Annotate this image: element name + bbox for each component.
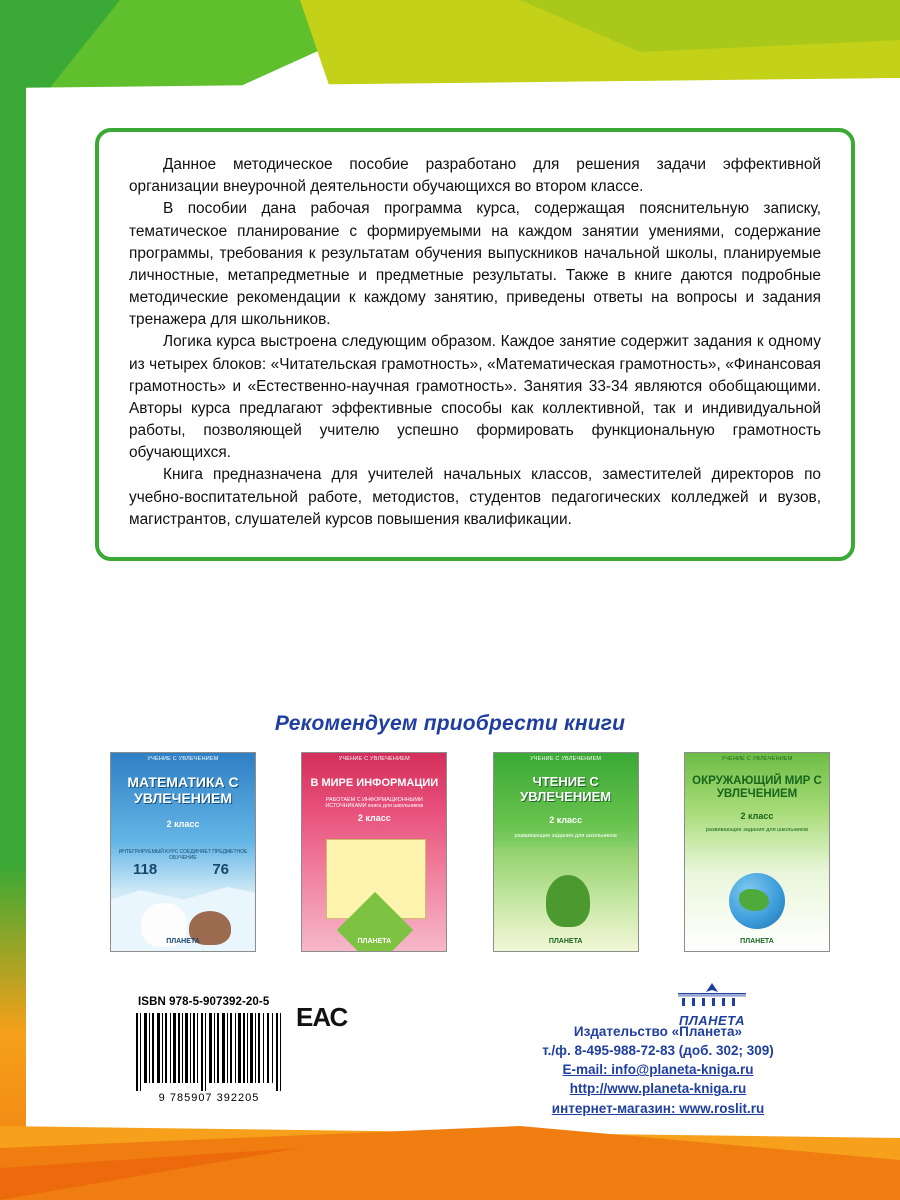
publisher-name-line: Издательство «Планета»	[573, 1024, 743, 1039]
publisher-logo	[664, 982, 760, 1026]
book-subtitle: РАБОТАЕМ С ИНФОРМАЦИОННЫМИ ИСТОЧНИКАМИ книга для школьников	[325, 797, 424, 810]
annotation-paragraph-2: В пособии дана рабочая программа курса, содержащая пояснительную записку, тематическое планирование с формируемыми на каждом занятии умениями, содержание программы, требования к результатам обучения выпускников начальной школы, планируемые личностные, метапредметные и предметные результаты. Также в книге даются подробные методические рекомендации к каждому занятию, приведены ответы на вопросы и задания тренажера для школьников.	[129, 200, 821, 329]
book-grade: 2 класс	[740, 811, 774, 821]
top-decorative-band	[0, 0, 900, 100]
barcode-image	[133, 1013, 283, 1091]
publisher-contacts	[498, 1022, 818, 1118]
recommended-books-row	[110, 752, 830, 952]
book-number-right: 76	[212, 861, 229, 878]
barcode-svg	[133, 1013, 283, 1091]
annotation-paragraph-3: Логика курса выстроена следующим образом. Каждое занятие содержит задания к одному из четырех блоков: «Читательская грамотность», «Математическая грамотность», «Финансовая грамотность» и «Естественно-научная грамотность». Занятия 33-34 являются обобщающими. Авторы курса предлагают эффективные способы как коллективной, так и индивидуальной работы, позволяющей учителю успешно формировать функциональную грамотность обучающихся.	[129, 333, 821, 462]
book-publisher-logo: ПЛАНЕТА	[548, 938, 583, 945]
annotation-text-card	[95, 128, 855, 561]
book-cover-thumb[interactable]	[110, 752, 256, 952]
annotation-paragraph-1: Данное методическое пособие разработано для решения задачи эффективной организации внеурочной деятельности обучающихся во втором классе.	[129, 156, 821, 196]
book-series-label: УЧЕНИЕ С УВЛЕЧЕНИЕМ	[147, 756, 219, 762]
book-publisher-logo: ПЛАНЕТА	[166, 938, 200, 945]
eac-conformity-mark: ЕАС	[296, 1002, 348, 1032]
publisher-phone-line: т./ф. 8-495-988-72-83 (доб. 302; 309)	[542, 1043, 774, 1059]
book-grade: 2 класс	[166, 819, 200, 829]
book-subtitle: ИНТЕГРИРУЕМЫЙ КУРС СОЕДИНЯЕТ ПРЕДМЕТНОЕ ОБУЧЕНИЕ	[118, 849, 248, 861]
book-grade: 2 класс	[549, 815, 583, 825]
book-subtitle: развивающие задания для школьников	[514, 833, 617, 839]
top-band-shapes	[0, 0, 900, 100]
book-publisher-logo: ПЛАНЕТА	[740, 938, 774, 945]
book-cover-thumb[interactable]	[684, 752, 830, 952]
annotation-paragraph-4: Книга предназначена для учителей начальных классов, заместителей директоров по учебно-воспитательной работе, методистов, студентов педагогических колледжей и вузов, магистрантов, слушателей курсов повышения квалификации.	[129, 466, 821, 528]
recommendation-title: Рекомендуем приобрести книги	[274, 712, 626, 735]
book-title: ОКРУЖАЮЩИЙ МИР С УВЛЕЧЕНИЕМ	[692, 775, 822, 800]
book-cover-thumb[interactable]	[493, 752, 639, 952]
book-title: ЧТЕНИЕ С УВЛЕЧЕНИЕМ	[520, 774, 612, 804]
tree-icon	[546, 875, 590, 927]
book-subtitle: развивающие задания для школьников	[705, 827, 809, 833]
book-series-label: УЧЕНИЕ С УВЛЕЧЕНИЕМ	[721, 756, 793, 762]
book-grade: 2 класс	[357, 813, 391, 823]
publisher-logo-icon	[664, 982, 760, 1008]
book-series-label: УЧЕНИЕ С УВЛЕЧЕНИЕМ	[530, 756, 602, 762]
publisher-shop-line[interactable]: интернет-магазин: www.roslit.ru	[551, 1100, 765, 1116]
publisher-email-line[interactable]: E-mail: info@planeta-kniga.ru	[562, 1062, 754, 1078]
bottom-band-shapes	[0, 1108, 900, 1200]
book-series-label: УЧЕНИЕ С УВЛЕЧЕНИЕМ	[338, 756, 410, 762]
book-cover-thumb[interactable]	[301, 752, 447, 952]
barcode-number: 9 785907 392205	[158, 1092, 260, 1104]
publisher-website-line[interactable]: http://www.planeta-kniga.ru	[569, 1081, 747, 1097]
left-decorative-bar	[0, 0, 26, 1200]
isbn-text: ISBN 978-5-907392-20-5	[138, 996, 270, 1008]
publisher-logo-name: ПЛАНЕТА	[678, 1013, 746, 1028]
bottom-decorative-band	[0, 1108, 900, 1200]
globe-icon	[729, 873, 785, 929]
book-title: В МИРЕ ИНФОРМАЦИИ	[310, 777, 439, 789]
book-title: МАТЕМАТИКА С УВЛЕЧЕНИЕМ	[127, 774, 239, 806]
book-publisher-logo: ПЛАНЕТА	[357, 938, 392, 945]
book-number-left: 118	[133, 861, 158, 878]
